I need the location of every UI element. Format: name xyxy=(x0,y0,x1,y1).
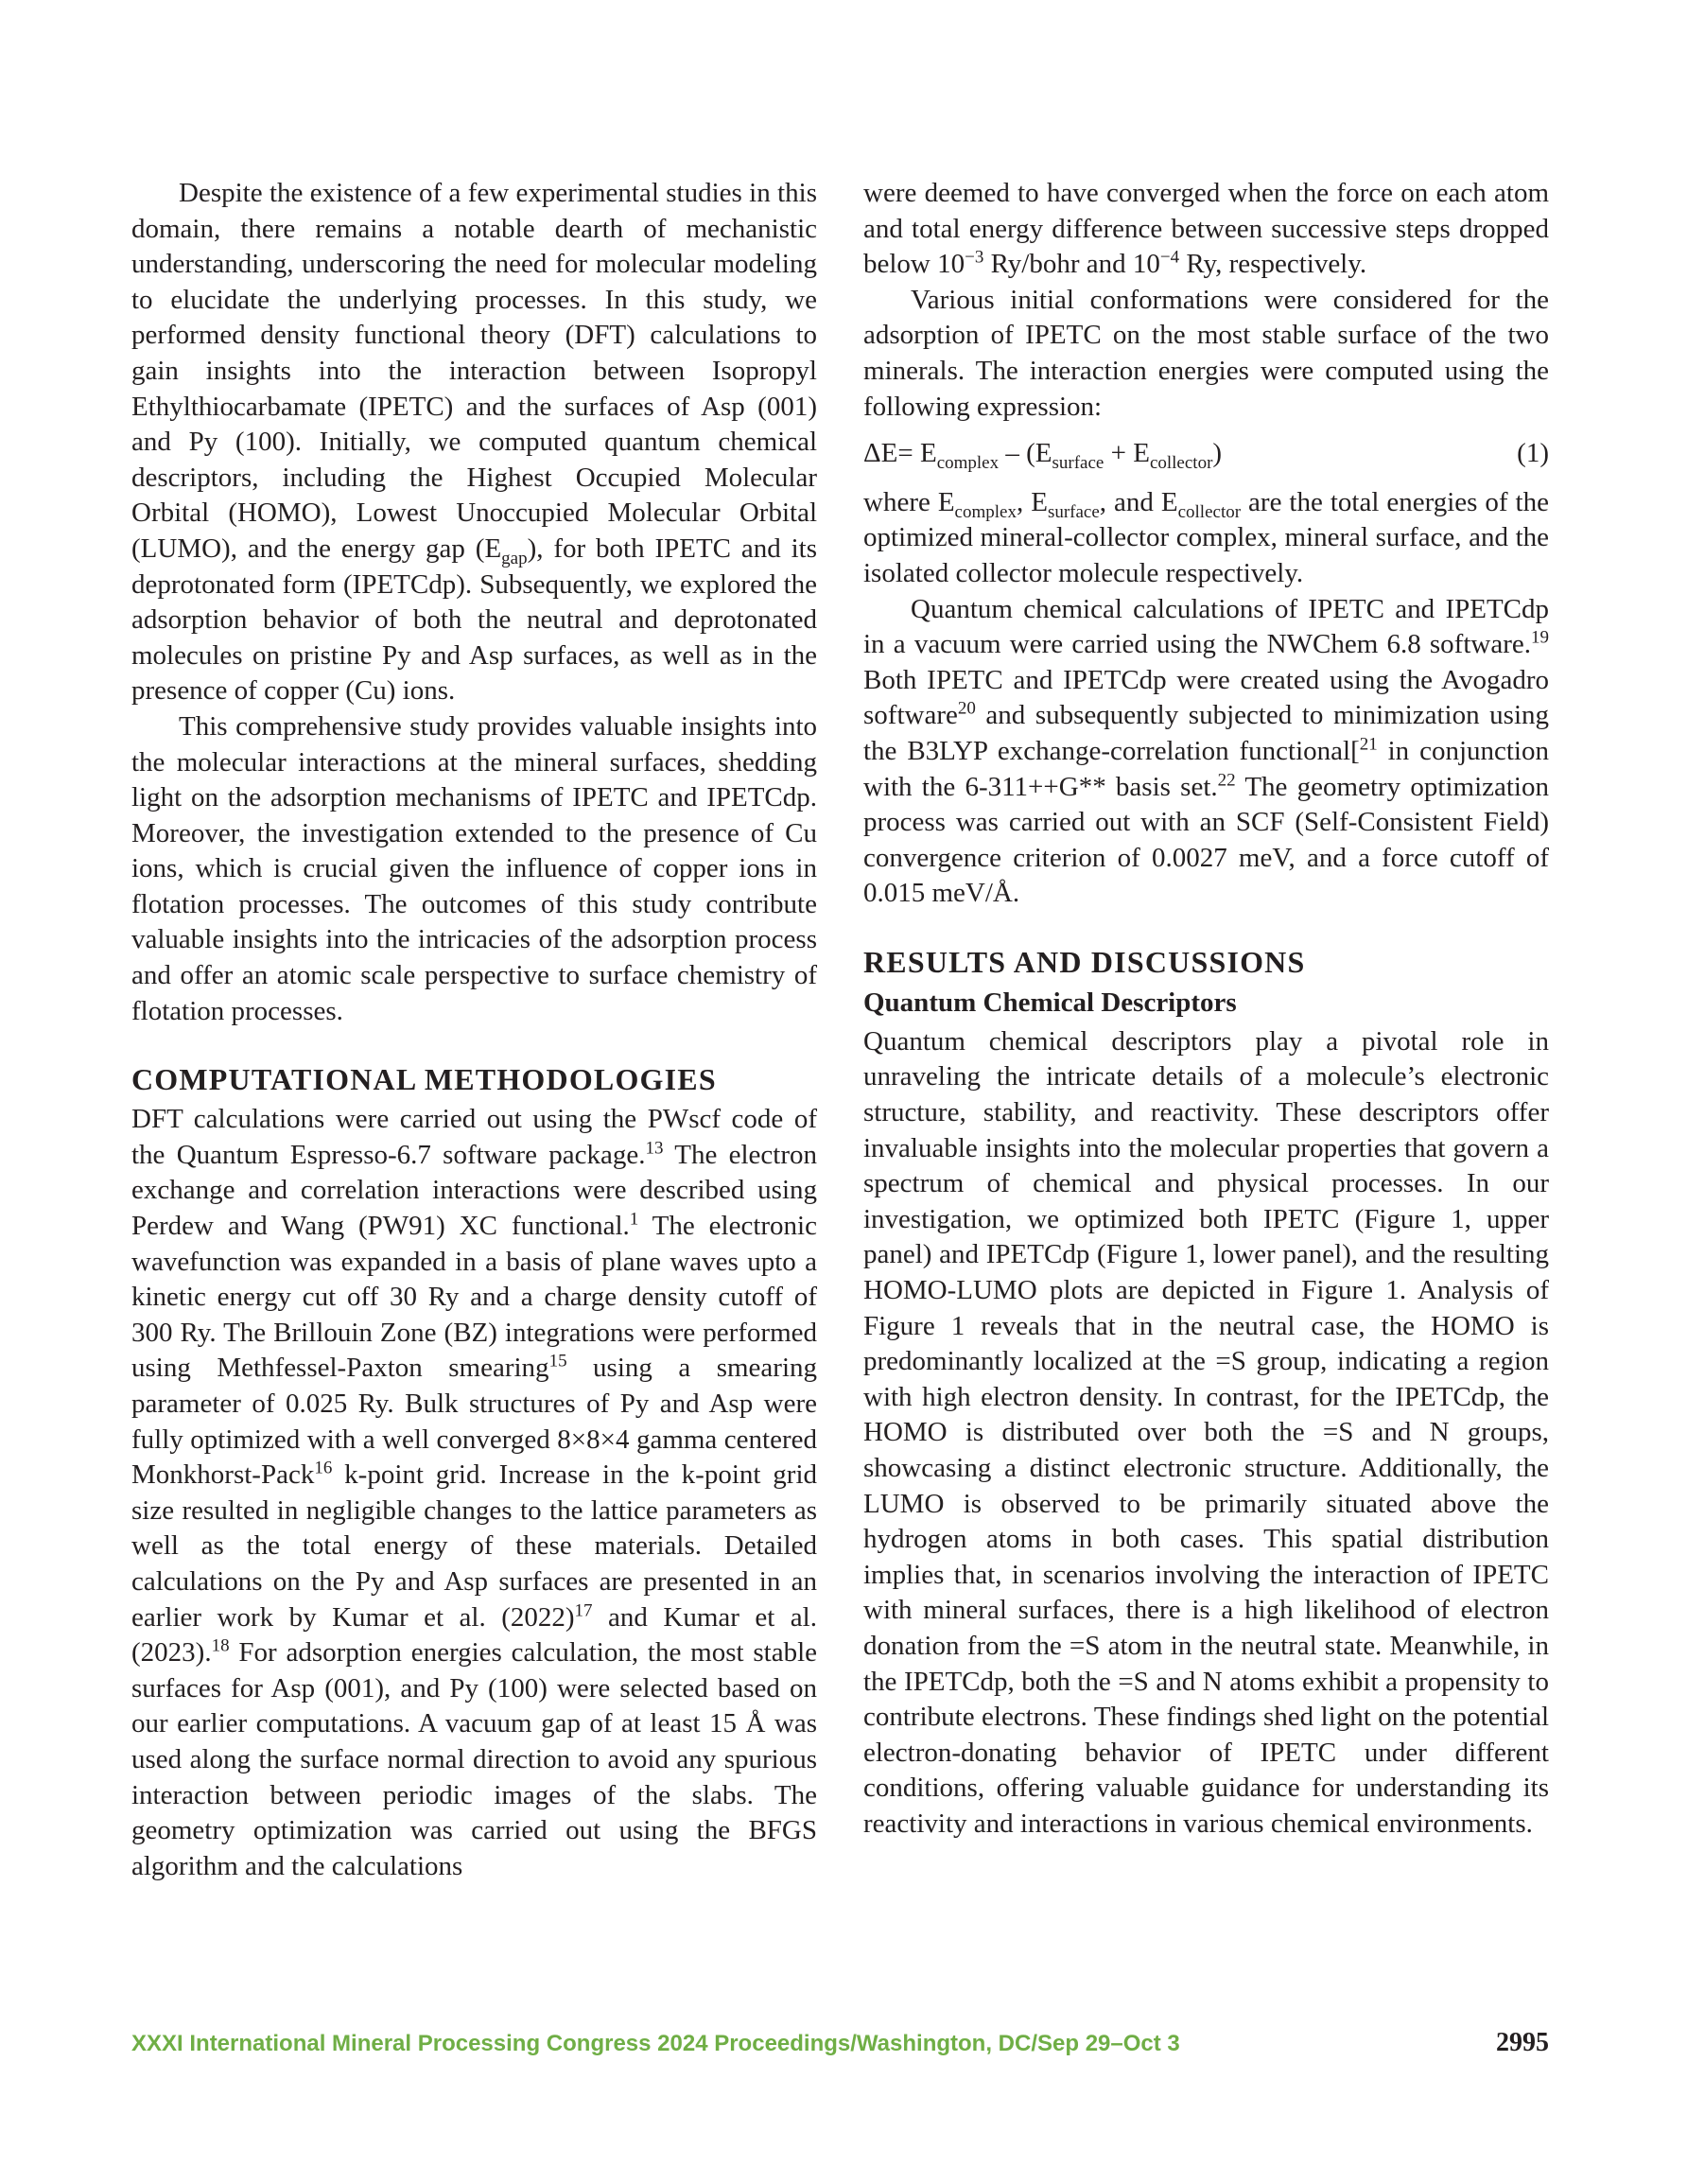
quantum-calc-paragraph: Quantum chemical calculations of IPETC and IPETCdp in a vacuum were carried using the NWChem 6.8 software.$^{19}$ Both IPETC and IPETCdp were created using the Avogadro software$^{20}$ and subsequently subjected to minimization using the B3LYP exchange-correlation functional[$^{21}$ in conjunction with the 6-311++G** basis set.$^{22}$ The geometry optimization process was carried out with an SCF (Self-Consistent Field) convergence criterion of 0.0027 meV, and a force cutoff of 0.015 meV/Å. xyxy=(863,593,1549,909)
section-heading-results: RESULTS AND DISCUSSIONS xyxy=(863,944,1306,979)
intro-paragraph-2: This comprehensive study provides valuable insights into the molecular interactions at the mineral surfaces, shedding light on the adsorption mechanisms of IPETC and IPETCdp. Moreover, the investigation extended to the presence of Cu ions, which is crucial given the influence of copper ions in flotation processes. The outcomes of this study contribute valuable insights into the intricacies of the adsorption process and offer an atomic scale perspective to surface chemistry of flotation processes. xyxy=(131,710,817,1026)
convergence-paragraph: were deemed to have converged when the force on each atom and total energy difference between successive steps dropped below $10^{-3}$ Ry/bohr and $10^{-4}$ Ry, respectively. xyxy=(863,178,1549,280)
methods-paragraph: DFT calculations were carried out using the PWscf code of the Quantum Espresso-6.7 software package.$^{13}$ The electron exchange and correlation interactions were described using Perdew and Wang (PW91) XC functional.$^1$ The electronic wavefunction was expanded in a basis of plane waves upto a kinetic energy cut off 30 Ry and a charge density cutoff of 300 Ry. The Brillouin Zone (BZ) integrations were performed using Methfessel-Paxton smearing$^{15}$ using a smearing parameter of 0.025 Ry. Bulk structures of Py and Asp were fully optimized with a well converged 8×8×4 gamma centered Monkhorst-Pack$^{16}$ k-point grid. Increase in the k-point grid size resulted in negligible changes to the lattice parameters as well as the total energy of these materials. Detailed calculations on the Py and Asp surfaces are presented in an earlier work by Kumar et al. $(2022)^{17}$ and Kumar et al. (2023).$^{18}$ For adsorption energies calculation, the most stable surfaces for Asp (001), and Py (100) were selected based on our earlier computations. A vacuum gap of at least 15 Å was used along the surface normal direction to avoid any spurious interaction between periodic images of the slabs. The geometry optimization was carried out using the BFGS algorithm and the calculations xyxy=(131,1104,818,1881)
equation-expression: $\Delta E= E_{complex} - (E_{surface} + E_{collector})$ xyxy=(863,438,1223,473)
footer-venue: XXXI International Mineral Processing Congress 2024 Proceedings/Washington, DC/Sep 29–Oct 3 xyxy=(131,2031,1180,2056)
intro-paragraph-1: Despite the existence of a few experimental studies in this domain, there remains a notable dearth of mechanistic understanding, underscoring the need for molecular modeling to elucidate the underlying processes. In this study, we performed density functional theory (DFT) calculations to gain insights into the interaction between Isopropyl Ethylthiocarbamate (IPETC) and the surfaces of Asp (001) and Py (100). Initially, we computed quantum chemical descriptors, including the Highest Occupied Molecular Orbital (HOMO), Lowest Unoccupied Molecular Orbital (LUMO), and the energy gap $(E_{gap})$, for both IPETC and its deprotonated form (IPETCdp). Subsequently, we explored the adsorption behavior of both the neutral and deprotonated molecules on pristine Py and Asp surfaces, as well as in the presence of copper (Cu) ions. xyxy=(131,178,818,707)
left-column xyxy=(131,176,817,1884)
conformations-paragraph: Various initial conformations were considered for the adsorption of IPETC on the most stable surface of the two minerals. The interaction energies were computed using the following expression: xyxy=(863,284,1549,422)
where-paragraph: where $E_{complex}$, $E_{surface}$, and $E_{collector}$ are the total energies of the optimized mineral-collector complex, mineral surface, and the isolated collector molecule respectively. xyxy=(863,486,1549,588)
section-heading-methodologies: COMPUTATIONAL METHODOLOGIES xyxy=(131,1062,717,1097)
page-number: 2995 xyxy=(1496,2028,1549,2057)
equation-1 xyxy=(863,436,1549,472)
page-footer xyxy=(131,2028,1549,2058)
descriptors-paragraph: Quantum chemical descriptors play a pivotal role in unraveling the intricate details of a molecule’s electronic structure, stability, and reactivity. These descriptors offer invaluable insights into the molecular properties that govern a spectrum of chemical and physical processes. In our investigation, we optimized both IPETC (Figure 1, upper panel) and IPETCdp (Figure 1, lower panel), and the resulting HOMO-LUMO plots are depicted in Figure 1. Analysis of Figure 1 reveals that in the neutral case, the HOMO is predominantly localized at the =S group, indicating a region with high electron density. In contrast, for the IPETCdp, the HOMO is distributed over both the =S and N groups, showcasing a distinct electronic structure. Additionally, the LUMO is observed to be primarily situated above the hydrogen atoms in both cases. This spatial distribution implies that, in scenarios involving the interaction of IPETC with mineral surfaces, there is a high likelihood of electron donation from the =S atom in the neutral state. Meanwhile, in the IPETCdp, both the =S and N atoms exhibit a propensity to contribute electrons. These findings shed light on the potential electron-donating behavior of IPETC under different conditions, offering valuable guidance for understanding its reactivity and interactions in various chemical environments. xyxy=(863,1025,1549,1839)
subsection-heading-descriptors: Quantum Chemical Descriptors xyxy=(863,987,1237,1018)
right-column xyxy=(863,176,1549,1843)
equation-number: (1) xyxy=(1517,438,1549,469)
